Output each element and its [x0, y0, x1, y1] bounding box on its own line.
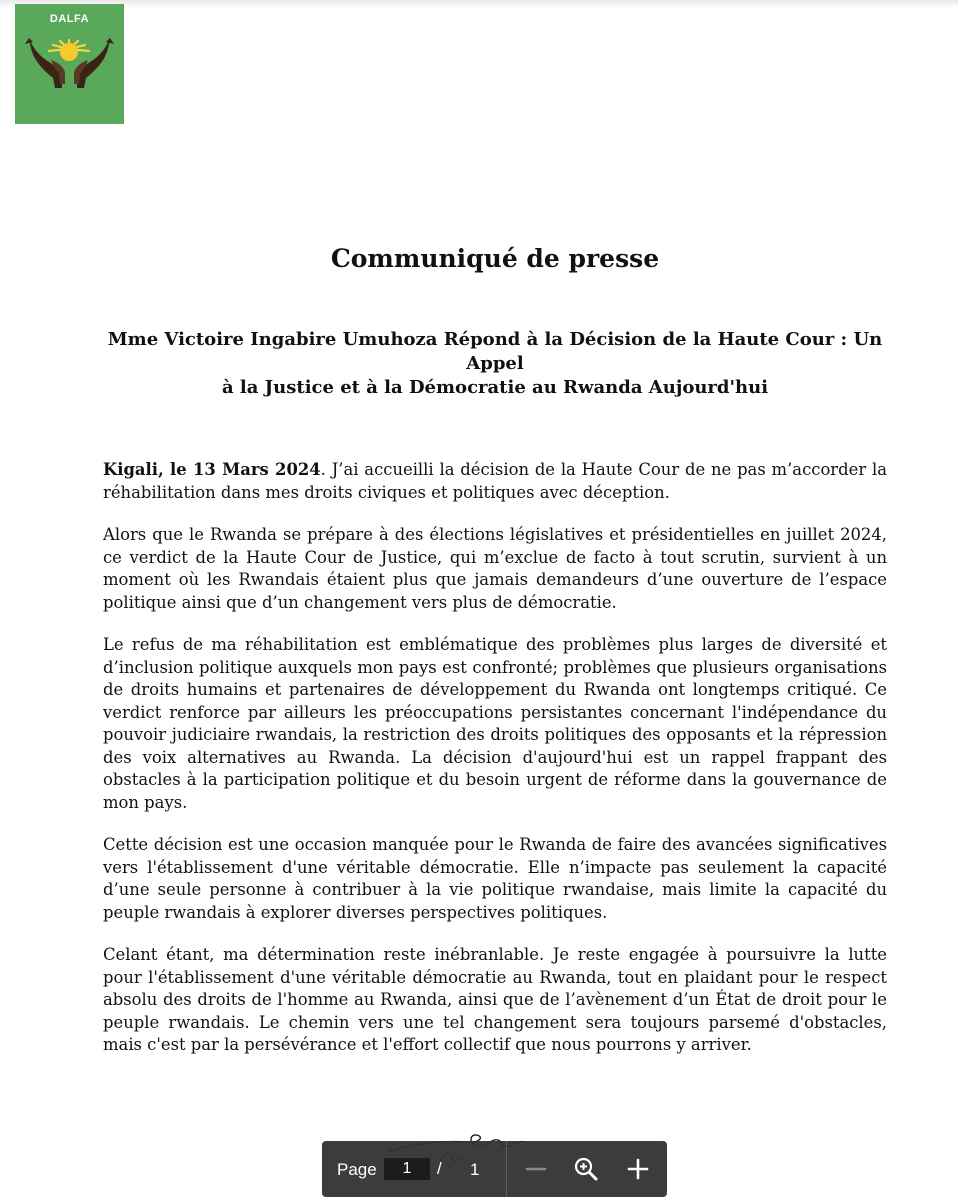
document-body: [103, 459, 887, 1077]
zoom-in-icon: [573, 1156, 599, 1182]
dalfa-logo: [15, 4, 124, 124]
paragraph-5: Celant étant, ma détermination reste inébranlable. Je reste engagée à poursuivre la lutte pour l'établissement d'une véritable démocratie au Rwanda, tout en plaidant pour le respect absolu des droits de l'homme au Rwanda, ainsi que de l’avènement d’un État de droit pour le peuple rwandais. Le chemin vers une tel changement sera toujours parsemé d'obstacles, mais c'est par la persévérance et l'effort collectif que nous pourrons y arriver.: [103, 945, 887, 1054]
total-pages: 1: [470, 1160, 480, 1179]
paragraph-4: Cette décision est une occasion manquée pour le Rwanda de faire des avancées significatives vers l'établissement d'une véritable démocratie. Elle n’impacte pas seulement la capacité d’une seule personne à contribuer à la vie politique rwandaise, mais limite la capacité du peuple rwandais à explorer diverses perspectives politiques.: [103, 835, 887, 922]
toolbar-divider: [506, 1141, 507, 1197]
paragraph-3: Le refus de ma réhabilitation est emblématique des problèmes plus larges de diversité et d’inclusion politique auxquels mon pays est confronté; problèmes que plusieurs organisations de droits humains et partenaires de développement du Rwanda ont longtemps critiqué. Ce verdict renforce par ailleurs les préoccupations persistantes concernant l'indépendance du pouvoir judiciaire rwandais, la restriction des droits politiques des opposants et la répression des voix alternatives au Rwanda. La décision d'aujourd'hui est un rappel frappant des obstacles à la participation politique et du besoin urgent de réforme dans la gouvernance de mon pays.: [103, 635, 887, 812]
page-number-input[interactable]: [384, 1158, 430, 1180]
zoom-out-button[interactable]: [520, 1153, 552, 1185]
page-label: Page: [337, 1160, 377, 1179]
subtitle-line-1: Mme Victoire Ingabire Umuhoza Répond à la Décision de la Haute Cour : Un Appel: [107, 329, 883, 374]
page-separator: /: [437, 1159, 442, 1178]
paragraph-1: [103, 459, 887, 504]
subtitle-line-2: à la Justice et à la Démocratie au Rwanda Aujourd'hui: [221, 377, 769, 398]
plus-icon: [627, 1158, 649, 1180]
hands-sun-emblem: [15, 4, 124, 124]
pdf-page-toolbar: [322, 1141, 667, 1197]
dateline: Kigali, le 13 Mars 2024: [103, 460, 321, 479]
paragraph-2: Alors que le Rwanda se prépare à des élections législatives et présidentielles en juillet 2024, ce verdict de la Haute Cour de Justice, qui m’exclue de facto à tout scrutin, survient à un moment où les Rwandais étaient plus que jamais demandeurs d’une ouverture de l’espace politique ainsi que d’un changement vers plus de démocratie.: [103, 525, 887, 612]
document-subtitle: [100, 328, 890, 400]
paragraph-1-text: . J’ai accueilli la décision de la Haute Cour de ne pas m’accorder la réhabilitation dans mes droits civiques et politiques avec déception.: [103, 460, 888, 502]
zoom-out-icon: [525, 1158, 547, 1180]
viewer-top-shadow: [0, 0, 958, 8]
add-button[interactable]: [622, 1153, 654, 1185]
document-title: Communiqué de presse: [330, 244, 660, 273]
zoom-in-button[interactable]: [570, 1153, 602, 1185]
logo-text: DALFA: [49, 13, 90, 25]
